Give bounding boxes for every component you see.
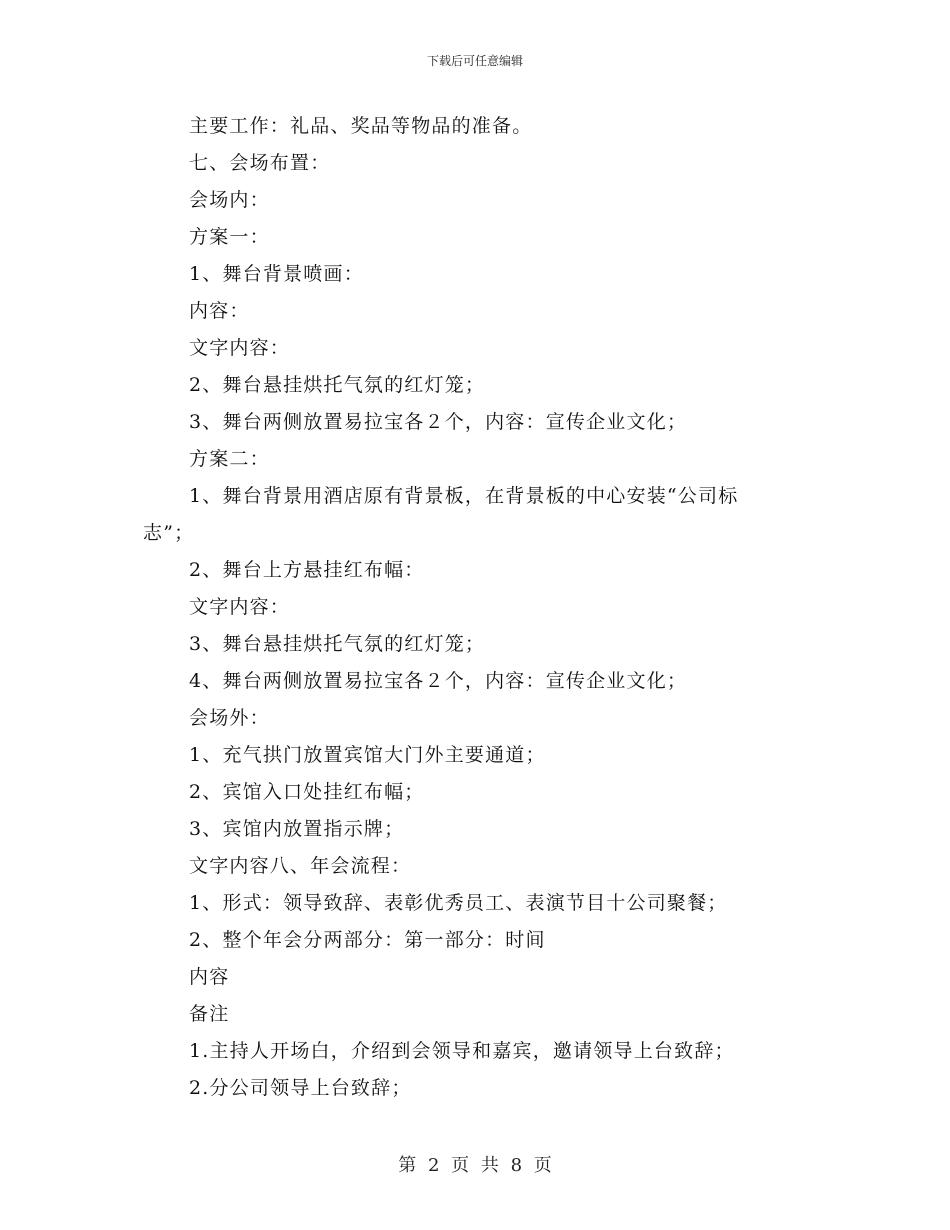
section-heading: 文字内容八、年会流程： (189, 855, 412, 877)
paragraph: 会场外： (189, 707, 270, 729)
list-item: 1、充气拱门放置宾馆大门外主要通道； (189, 744, 546, 766)
list-item: 2.分公司领导上台致辞； (189, 1077, 412, 1099)
list-item: 4、舞台两侧放置易拉宝各２个，内容：宣传企业文化； (189, 670, 688, 692)
paragraph: 内容 (189, 966, 230, 988)
list-item: 3、宾馆内放置指示牌； (189, 818, 405, 840)
paragraph: 文字内容： (189, 596, 291, 618)
list-item: 1、形式：领导致辞、表彰优秀员工、表演节目十公司聚餐； (189, 892, 728, 914)
paragraph: 方案一： (189, 226, 270, 248)
list-item: 2、舞台上方悬挂红布幅： (189, 559, 425, 581)
paragraph: 会场内： (189, 189, 270, 211)
list-item: 2、宾馆入口处挂红布幅； (189, 781, 425, 803)
list-item: 3、舞台两侧放置易拉宝各２个，内容：宣传企业文化； (189, 411, 688, 433)
list-item: 3、舞台悬挂烘托气氛的红灯笼； (189, 633, 486, 655)
list-item: 2、整个年会分两部分：第一部分：时间 (189, 929, 546, 951)
paragraph: 方案二： (189, 448, 270, 470)
list-item-continuation: 志”； (143, 522, 195, 544)
page-number: 第 2 页 共 8 页 (398, 1155, 552, 1176)
paragraph: 备注 (189, 1003, 230, 1025)
section-heading: 七、会场布置： (189, 152, 331, 174)
paragraph: 主要工作：礼品、奖品等物品的准备。 (189, 115, 533, 137)
list-item: 1.主持人开场白，介绍到会领导和嘉宾，邀请领导上台致辞； (189, 1040, 735, 1062)
paragraph: 内容： (189, 300, 250, 322)
list-item: 2、舞台悬挂烘托气氛的红灯笼； (189, 374, 486, 396)
list-item: 1、舞台背景喷画： (189, 263, 364, 285)
list-item: 1、舞台背景用酒店原有背景板，在背景板的中心安装“公司标 (189, 485, 739, 507)
page-header: 下载后可任意编辑 (426, 54, 523, 68)
document-body (143, 108, 803, 1107)
paragraph: 文字内容： (189, 337, 291, 359)
